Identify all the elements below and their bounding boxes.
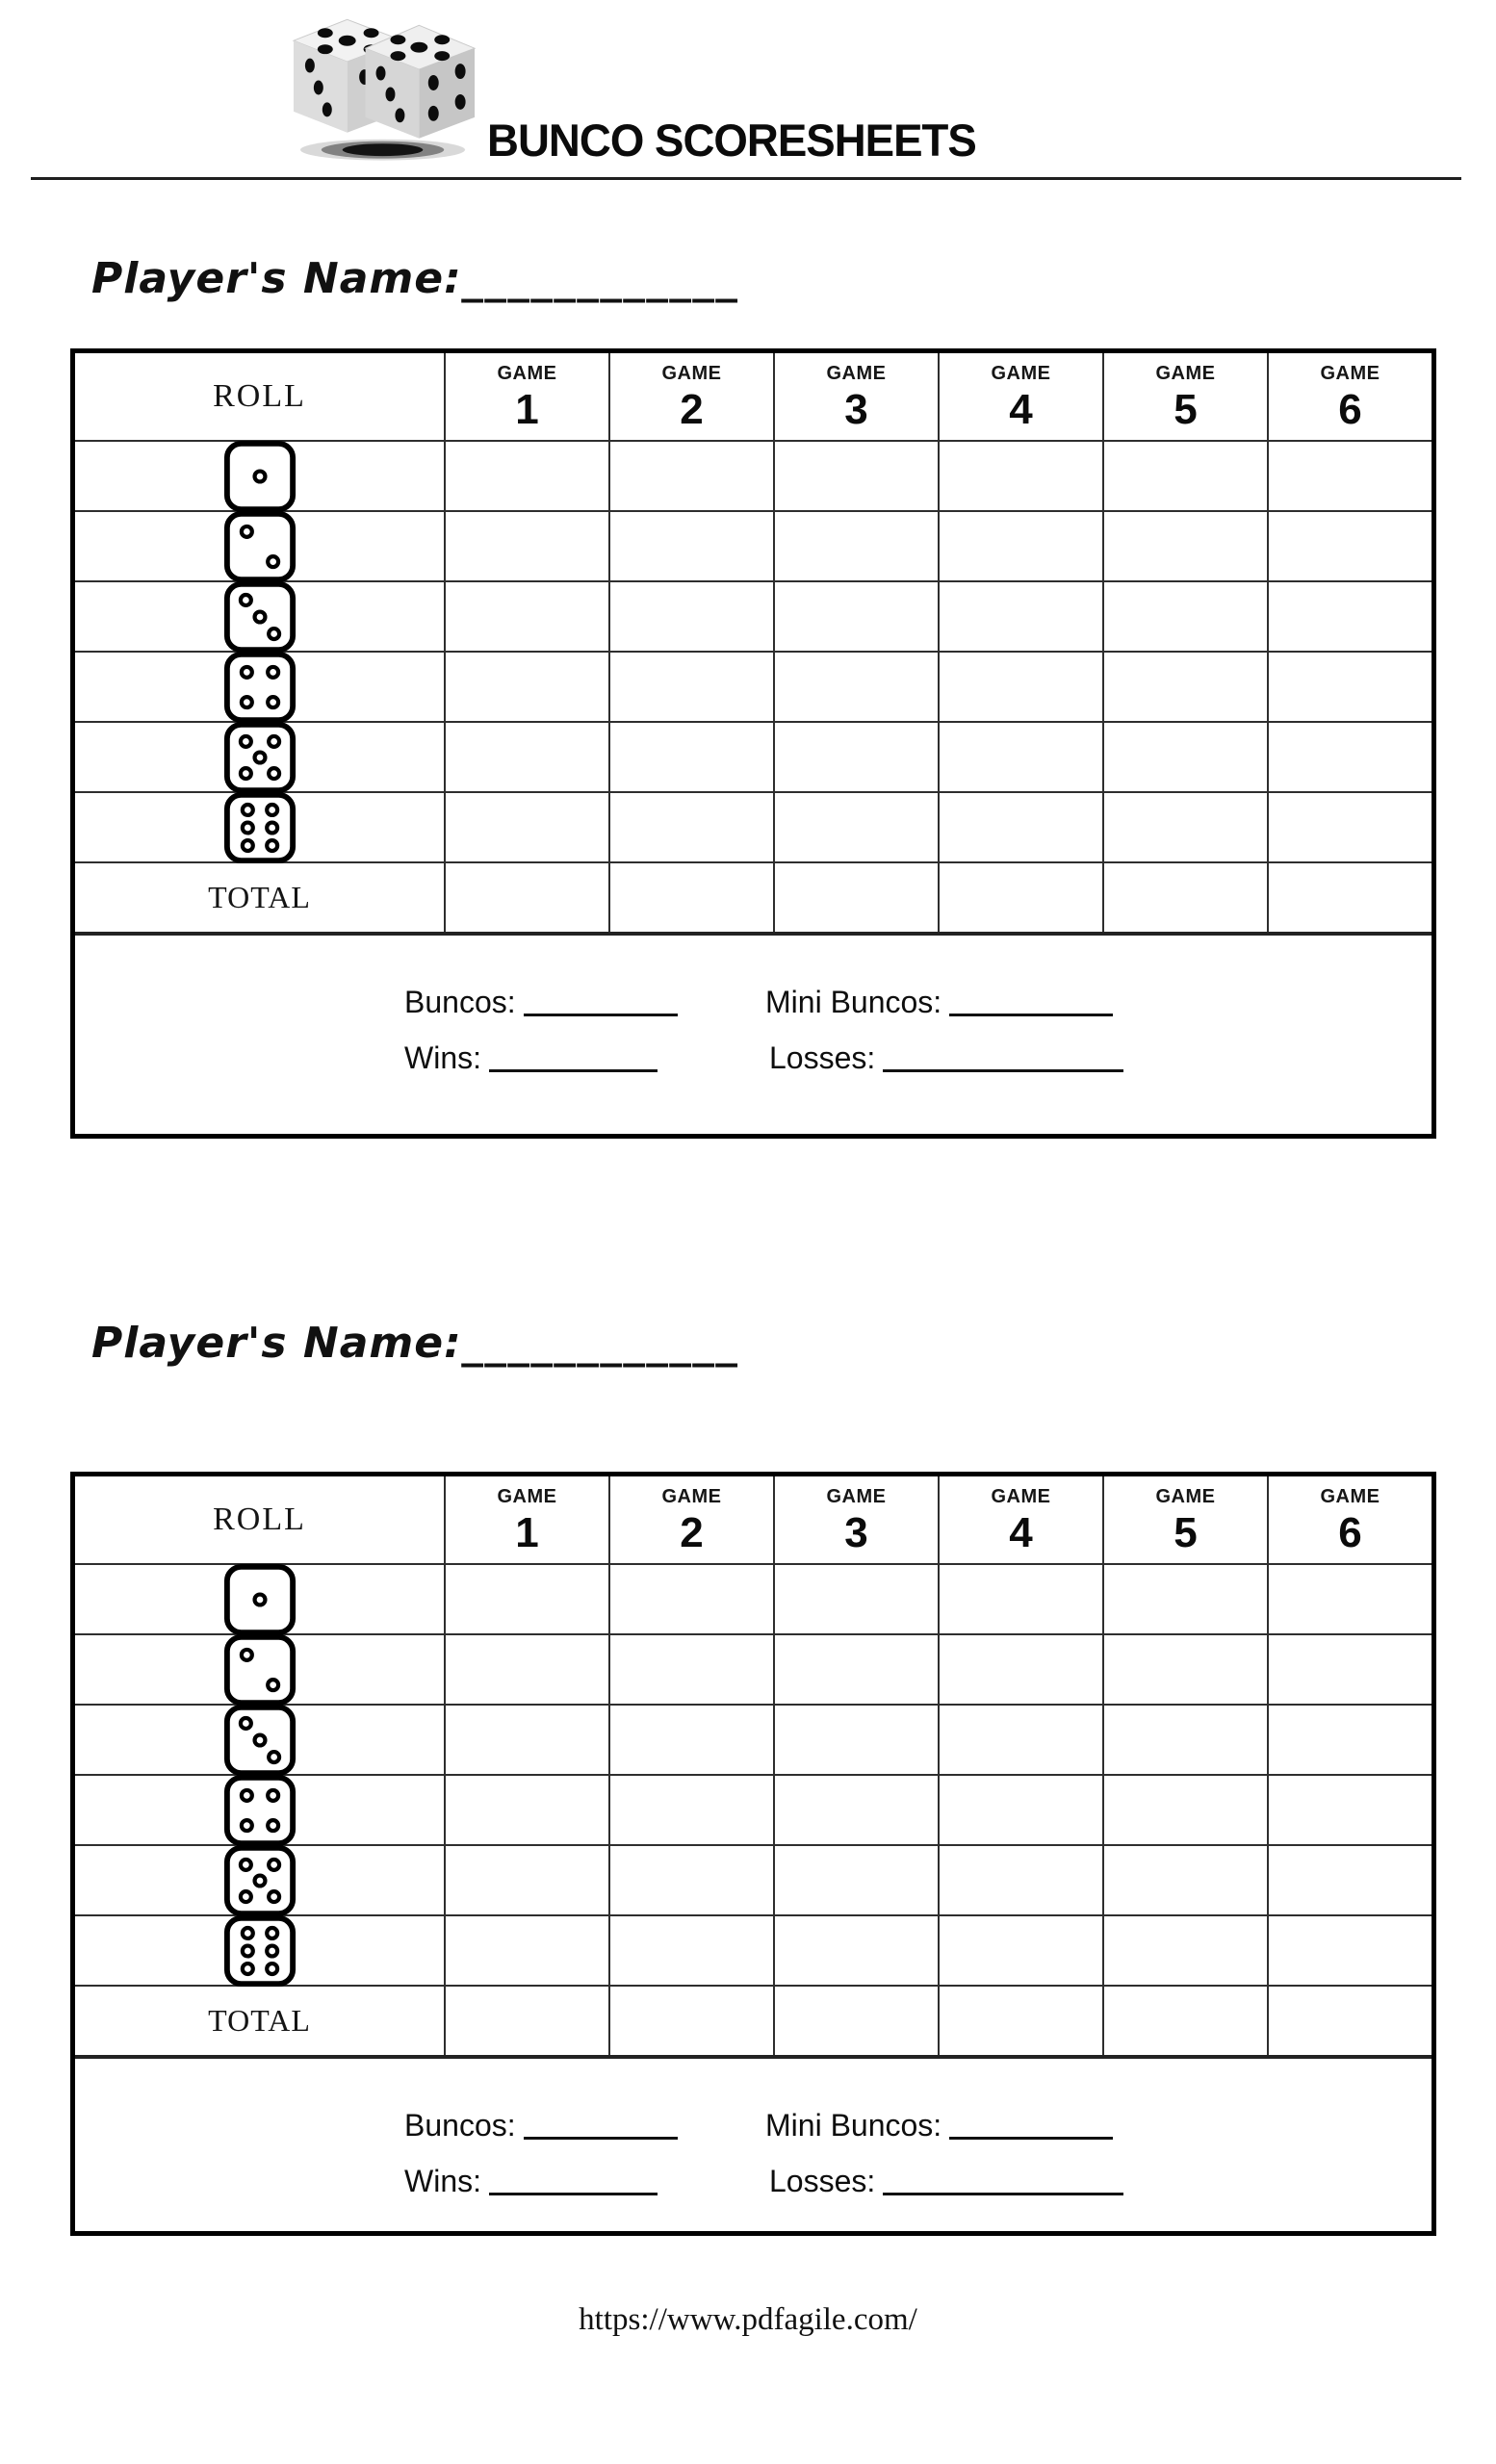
score-cell[interactable] xyxy=(1267,721,1432,791)
score-cell[interactable] xyxy=(1102,651,1267,721)
scoresheet-table-1 xyxy=(70,348,1436,1139)
game-4-header: GAME 4 xyxy=(938,353,1102,440)
roll-label: ROLL xyxy=(213,1502,306,1537)
game-1-header: GAME 1 xyxy=(444,353,608,440)
score-cell[interactable] xyxy=(444,510,608,580)
losses-label: Losses: xyxy=(769,1040,876,1075)
website-url: https://www.pdfagile.com/ xyxy=(579,2302,917,2337)
score-cell[interactable] xyxy=(608,651,773,721)
roll-label: ROLL xyxy=(213,378,306,414)
mini-buncos-label: Mini Buncos: xyxy=(765,2108,942,2143)
page-title: BUNCO SCORESHEETS xyxy=(487,115,976,166)
score-cell[interactable] xyxy=(938,1844,1102,1914)
mini-buncos-blank[interactable] xyxy=(949,2111,1113,2140)
total-score-cell[interactable] xyxy=(444,861,608,932)
score-cell[interactable] xyxy=(444,1563,608,1633)
total-score-cell[interactable] xyxy=(1102,861,1267,932)
score-cell[interactable] xyxy=(1102,1914,1267,1985)
game-1-header: GAME 1 xyxy=(444,1476,608,1563)
roll-column-header xyxy=(75,1476,444,1563)
losses-field xyxy=(769,1040,1123,1076)
score-cell[interactable] xyxy=(1267,580,1432,651)
score-cell[interactable] xyxy=(773,791,938,861)
two-dice-logo-graphic xyxy=(287,6,483,162)
tally-area xyxy=(75,932,1432,1134)
game-5-header: GAME 5 xyxy=(1102,1476,1267,1563)
score-cell[interactable] xyxy=(773,580,938,651)
score-cell[interactable] xyxy=(444,440,608,510)
game-2-header: GAME 2 xyxy=(608,353,773,440)
score-cell[interactable] xyxy=(1102,580,1267,651)
score-cell[interactable] xyxy=(608,1774,773,1844)
total-score-cell[interactable] xyxy=(608,861,773,932)
score-cell[interactable] xyxy=(1267,791,1432,861)
score-cell[interactable] xyxy=(444,721,608,791)
total-score-cell[interactable] xyxy=(608,1985,773,2055)
mini-buncos-blank[interactable] xyxy=(949,988,1113,1016)
die-2-icon xyxy=(75,1633,444,1704)
total-label xyxy=(75,861,444,932)
score-grid xyxy=(75,1476,1432,2055)
score-cell[interactable] xyxy=(1267,651,1432,721)
score-cell[interactable] xyxy=(773,651,938,721)
score-cell[interactable] xyxy=(773,1563,938,1633)
die-1-icon xyxy=(75,440,444,510)
buncos-blank[interactable] xyxy=(524,988,678,1016)
die-6-icon xyxy=(75,791,444,861)
two-dice-logo xyxy=(287,6,483,162)
player-name-line xyxy=(91,1319,739,1368)
score-cell[interactable] xyxy=(608,440,773,510)
player-name-blank[interactable]: ____________ xyxy=(461,254,739,303)
score-cell[interactable] xyxy=(444,1633,608,1704)
score-cell[interactable] xyxy=(1102,1774,1267,1844)
score-cell[interactable] xyxy=(938,440,1102,510)
player-name-blank[interactable]: ____________ xyxy=(461,1319,739,1368)
score-cell[interactable] xyxy=(938,651,1102,721)
game-4-header: GAME 4 xyxy=(938,1476,1102,1563)
score-cell[interactable] xyxy=(773,1704,938,1774)
die-3-icon xyxy=(75,580,444,651)
score-cell[interactable] xyxy=(608,580,773,651)
total-label-text: TOTAL xyxy=(208,880,311,914)
score-cell[interactable] xyxy=(1267,1774,1432,1844)
buncos-label: Buncos: xyxy=(404,2108,516,2143)
losses-field xyxy=(769,2163,1123,2199)
losses-blank[interactable] xyxy=(883,2167,1123,2195)
score-cell[interactable] xyxy=(608,1633,773,1704)
total-score-cell[interactable] xyxy=(938,861,1102,932)
score-cell[interactable] xyxy=(1267,1844,1432,1914)
game-3-header: GAME 3 xyxy=(773,353,938,440)
total-score-cell[interactable] xyxy=(1102,1985,1267,2055)
score-cell[interactable] xyxy=(773,1914,938,1985)
score-cell[interactable] xyxy=(773,1774,938,1844)
score-cell[interactable] xyxy=(938,1774,1102,1844)
score-cell[interactable] xyxy=(1102,1704,1267,1774)
score-cell[interactable] xyxy=(1102,510,1267,580)
buncos-field xyxy=(404,984,678,1020)
score-cell[interactable] xyxy=(1267,510,1432,580)
die-4-icon xyxy=(75,651,444,721)
total-score-cell[interactable] xyxy=(938,1985,1102,2055)
game-6-header: GAME 6 xyxy=(1267,353,1432,440)
total-label-text: TOTAL xyxy=(208,2003,311,2038)
score-cell[interactable] xyxy=(773,721,938,791)
score-cell[interactable] xyxy=(773,1844,938,1914)
game-2-header: GAME 2 xyxy=(608,1476,773,1563)
total-score-cell[interactable] xyxy=(773,861,938,932)
score-cell[interactable] xyxy=(773,440,938,510)
score-cell[interactable] xyxy=(1267,1914,1432,1985)
score-cell[interactable] xyxy=(938,1563,1102,1633)
score-cell[interactable] xyxy=(938,721,1102,791)
player-name-label: Player's Name: xyxy=(91,1319,462,1368)
wins-field xyxy=(404,1040,658,1076)
die-5-icon xyxy=(75,1844,444,1914)
score-cell[interactable] xyxy=(444,1704,608,1774)
score-cell[interactable] xyxy=(1267,1633,1432,1704)
roll-column-header xyxy=(75,353,444,440)
player-name-line xyxy=(91,254,739,303)
score-cell[interactable] xyxy=(1102,1563,1267,1633)
score-cell[interactable] xyxy=(938,1633,1102,1704)
total-label xyxy=(75,1985,444,2055)
score-cell[interactable] xyxy=(608,791,773,861)
wins-label: Wins: xyxy=(404,2164,481,2198)
scoresheet-table-2 xyxy=(70,1472,1436,2236)
buncos-blank[interactable] xyxy=(524,2111,678,2140)
score-cell[interactable] xyxy=(1102,791,1267,861)
score-cell[interactable] xyxy=(1267,1704,1432,1774)
wins-field xyxy=(404,2163,658,2199)
total-score-cell[interactable] xyxy=(444,1985,608,2055)
game-6-header: GAME 6 xyxy=(1267,1476,1432,1563)
score-cell[interactable] xyxy=(608,1914,773,1985)
score-cell[interactable] xyxy=(938,510,1102,580)
score-cell[interactable] xyxy=(938,1914,1102,1985)
score-cell[interactable] xyxy=(1102,440,1267,510)
score-cell[interactable] xyxy=(773,1633,938,1704)
total-score-cell[interactable] xyxy=(1267,861,1432,932)
losses-blank[interactable] xyxy=(883,1043,1123,1072)
wins-label: Wins: xyxy=(404,1040,481,1075)
score-cell[interactable] xyxy=(1102,1633,1267,1704)
losses-label: Losses: xyxy=(769,2164,876,2198)
die-3-icon xyxy=(75,1704,444,1774)
score-cell[interactable] xyxy=(938,1704,1102,1774)
wins-blank[interactable] xyxy=(489,2167,658,2195)
die-2-icon xyxy=(75,510,444,580)
total-score-cell[interactable] xyxy=(1267,1985,1432,2055)
score-cell[interactable] xyxy=(1267,1563,1432,1633)
mini-buncos-field xyxy=(765,984,1113,1020)
score-cell[interactable] xyxy=(608,1844,773,1914)
buncos-label: Buncos: xyxy=(404,985,516,1019)
die-4-icon xyxy=(75,1774,444,1844)
player-name-label: Player's Name: xyxy=(91,254,462,303)
score-cell[interactable] xyxy=(444,580,608,651)
score-cell[interactable] xyxy=(938,580,1102,651)
mini-buncos-label: Mini Buncos: xyxy=(765,985,942,1019)
score-cell[interactable] xyxy=(1102,1844,1267,1914)
tally-area xyxy=(75,2055,1432,2231)
score-cell[interactable] xyxy=(444,1774,608,1844)
score-cell[interactable] xyxy=(444,1914,608,1985)
score-cell[interactable] xyxy=(1102,721,1267,791)
score-cell[interactable] xyxy=(444,1844,608,1914)
header-divider xyxy=(31,177,1461,180)
buncos-field xyxy=(404,2107,678,2143)
die-1-icon xyxy=(75,1563,444,1633)
die-6-icon xyxy=(75,1914,444,1985)
game-5-header: GAME 5 xyxy=(1102,353,1267,440)
game-3-header: GAME 3 xyxy=(773,1476,938,1563)
score-cell[interactable] xyxy=(938,791,1102,861)
die-5-icon xyxy=(75,721,444,791)
score-cell[interactable] xyxy=(444,791,608,861)
wins-blank[interactable] xyxy=(489,1043,658,1072)
score-cell[interactable] xyxy=(444,651,608,721)
score-cell[interactable] xyxy=(608,510,773,580)
score-cell[interactable] xyxy=(1267,440,1432,510)
score-cell[interactable] xyxy=(608,721,773,791)
score-cell[interactable] xyxy=(608,1704,773,1774)
score-grid xyxy=(75,353,1432,932)
total-score-cell[interactable] xyxy=(773,1985,938,2055)
score-cell[interactable] xyxy=(608,1563,773,1633)
score-cell[interactable] xyxy=(773,510,938,580)
mini-buncos-field xyxy=(765,2107,1113,2143)
